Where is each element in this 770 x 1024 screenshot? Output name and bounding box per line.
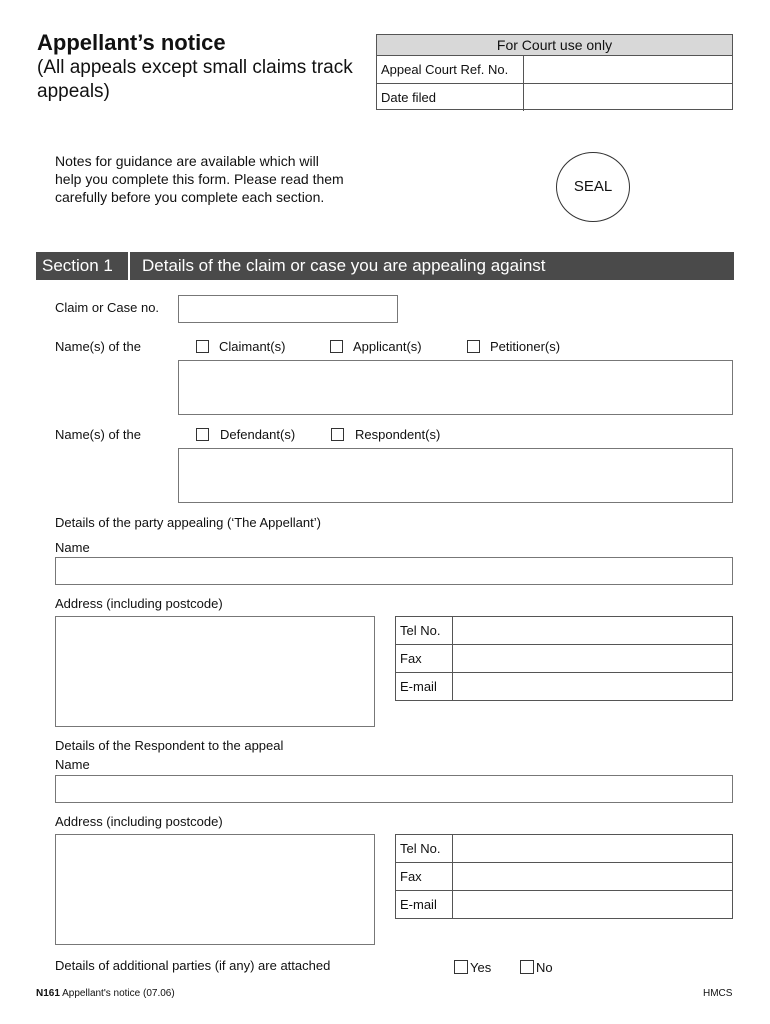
tel-label: Tel No. bbox=[396, 617, 453, 644]
appellant-tel-row[interactable] bbox=[396, 617, 732, 645]
email-label: E-mail bbox=[396, 891, 453, 918]
appellant-name-label: Name bbox=[55, 540, 90, 555]
claimant-checkbox[interactable] bbox=[196, 340, 209, 353]
date-filed-field[interactable] bbox=[525, 84, 732, 111]
appellant-address-textarea[interactable] bbox=[55, 616, 375, 727]
guidance-notes: Notes for guidance are available which will help you complete this form. Please read them carefully before you complete each section. bbox=[55, 153, 344, 205]
form-subtitle: (All appeals except small claims track appeals) bbox=[37, 57, 353, 102]
date-filed-label: Date filed bbox=[377, 84, 524, 111]
respondent-fax-row[interactable] bbox=[396, 863, 732, 891]
respondent-heading: Details of the Respondent to the appeal bbox=[55, 738, 284, 753]
claimant-label: Claimant(s) bbox=[219, 339, 286, 354]
fax-label: Fax bbox=[396, 863, 453, 890]
appellant-fax-row[interactable] bbox=[396, 645, 732, 673]
email-label: E-mail bbox=[396, 673, 453, 700]
appellant-address-label: Address (including postcode) bbox=[55, 596, 223, 611]
petitioner-checkbox[interactable] bbox=[467, 340, 480, 353]
footer-org: HMCS bbox=[703, 988, 733, 999]
respondent-contact-table bbox=[395, 834, 733, 919]
claimant-names-textarea[interactable] bbox=[178, 360, 733, 415]
petitioner-label: Petitioner(s) bbox=[490, 339, 561, 354]
court-use-box bbox=[376, 34, 733, 110]
appeal-ref-label: Appeal Court Ref. No. bbox=[377, 56, 524, 83]
form-title: Appellant’s notice bbox=[37, 30, 226, 55]
additional-no-label: No bbox=[536, 960, 553, 975]
names-label-defendants: Name(s) of the bbox=[55, 427, 141, 442]
form-name: Appellant's notice (07.06) bbox=[62, 988, 175, 999]
appellant-name-input[interactable] bbox=[55, 557, 733, 585]
section-number: Section 1 bbox=[36, 252, 130, 280]
appellant-email-row[interactable] bbox=[396, 673, 732, 700]
additional-parties-label: Details of additional parties (if any) are attached bbox=[55, 958, 331, 973]
claim-no-input[interactable] bbox=[178, 295, 398, 323]
additional-no-checkbox[interactable] bbox=[520, 960, 534, 974]
respondent-label: Respondent(s) bbox=[355, 427, 441, 442]
fax-label: Fax bbox=[396, 645, 453, 672]
form-code: N161 bbox=[36, 988, 60, 999]
seal-circle: SEAL bbox=[556, 152, 630, 222]
respondent-email-row[interactable] bbox=[396, 891, 732, 918]
defendant-label: Defendant(s) bbox=[220, 427, 296, 442]
respondent-address-textarea[interactable] bbox=[55, 834, 375, 945]
applicant-label: Applicant(s) bbox=[353, 339, 422, 354]
defendant-checkbox[interactable] bbox=[196, 428, 209, 441]
respondent-name-input[interactable] bbox=[55, 775, 733, 803]
additional-yes-label: Yes bbox=[470, 960, 492, 975]
applicant-checkbox[interactable] bbox=[330, 340, 343, 353]
footer-form-id bbox=[36, 988, 175, 999]
date-filed-row bbox=[377, 84, 732, 111]
appellant-heading: Details of the party appealing (‘The Appellant’) bbox=[55, 515, 321, 530]
appeal-ref-row bbox=[377, 56, 732, 84]
appeal-ref-field[interactable] bbox=[525, 56, 732, 83]
section-1-header bbox=[36, 252, 734, 280]
respondent-checkbox[interactable] bbox=[331, 428, 344, 441]
section-title: Details of the claim or case you are appealing against bbox=[142, 256, 546, 275]
respondent-tel-row[interactable] bbox=[396, 835, 732, 863]
court-use-heading: For Court use only bbox=[377, 35, 732, 56]
respondent-name-label: Name bbox=[55, 757, 90, 772]
defendant-names-textarea[interactable] bbox=[178, 448, 733, 503]
tel-label: Tel No. bbox=[396, 835, 453, 862]
claim-no-label: Claim or Case no. bbox=[55, 300, 160, 315]
appellant-contact-table bbox=[395, 616, 733, 701]
additional-yes-checkbox[interactable] bbox=[454, 960, 468, 974]
respondent-address-label: Address (including postcode) bbox=[55, 814, 223, 829]
names-label-claimants: Name(s) of the bbox=[55, 339, 141, 354]
